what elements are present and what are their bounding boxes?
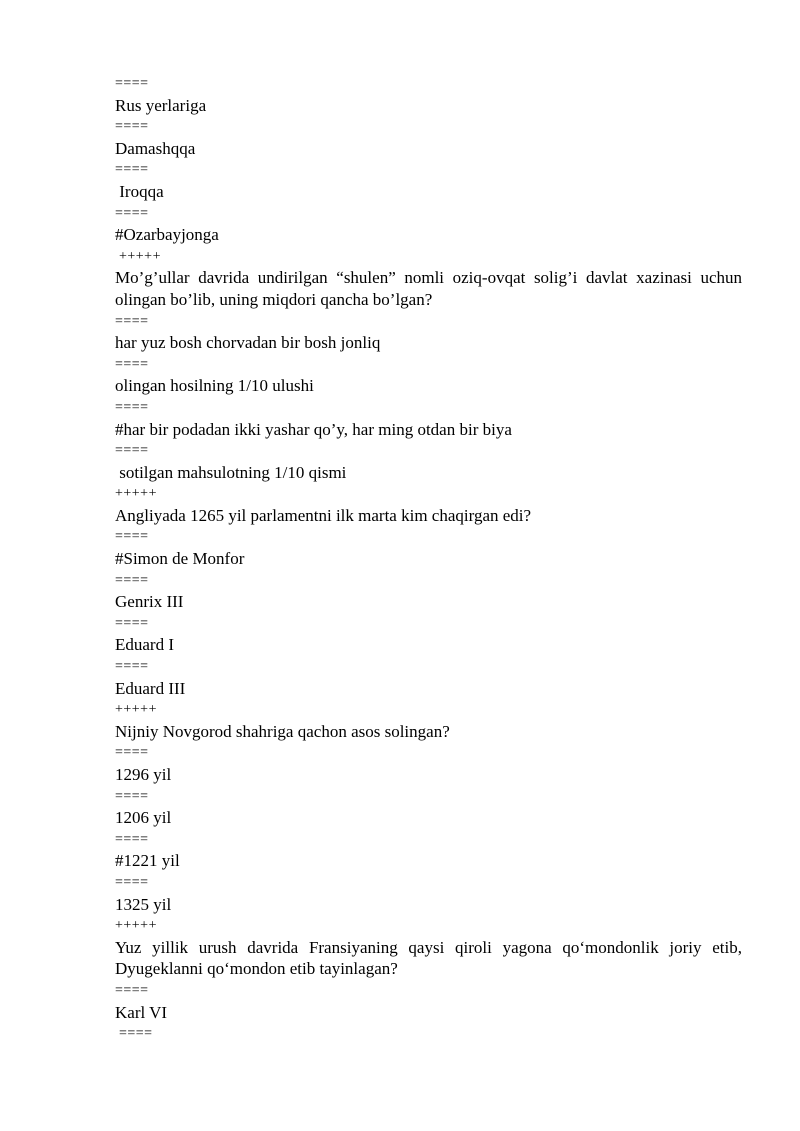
separator-line: +++++ [115,486,157,502]
separator-line: ==== [115,313,149,329]
answer-option: #Ozarbayjonga [115,225,219,245]
separator-line: ==== [115,119,149,135]
separator-line: ==== [115,205,149,221]
separator-line: ==== [115,399,149,415]
answer-option: #Simon de Monfor [115,549,245,569]
separator-line: +++++ [115,918,157,934]
separator-line: ==== [115,874,149,890]
answer-option: Genrix III [115,592,184,612]
answer-option: olingan hosilning 1/10 ulushi [115,376,314,396]
answer-option: Karl VI [115,1002,168,1022]
separator-line: ==== [115,443,149,459]
separator-line: ==== [115,615,149,631]
question-text: Yuz yillik urush davrida Fransiyaning qaysi qiroli yagona qo‘mondonlik joriy etib, Dyugeklanni qo‘mondon etib tayinlagan? [115,937,742,979]
separator-line: ==== [115,162,149,178]
answer-option: Eduard I [115,635,175,655]
answer-option: har yuz bosh chorvadan bir bosh jonliq [115,333,381,353]
separator-line: +++++ [115,702,157,718]
separator-line: ==== [115,529,149,545]
answer-option: #1221 yil [115,851,180,871]
question-text: Angliyada 1265 yil parlamentni ilk marta kim chaqirgan edi? [115,505,532,525]
document-page [115,73,742,1045]
separator-line: +++++ [115,248,161,264]
separator-line: ==== [115,76,149,91]
question-text: Mo’g’ullar davrida undirilgan “shulen” nomli oziq-ovqat solig’i davlat xazinasi uchun olingan bo’lib, uning miqdori qancha bo’lgan? [115,268,742,309]
answer-option: sotilgan mahsulotning 1/10 qismi [115,462,347,482]
answer-option: Iroqqa [115,181,164,201]
answer-option: Eduard III [115,678,186,698]
answer-option: 1325 yil [115,894,172,914]
separator-line: ==== [115,356,149,372]
answer-option: 1206 yil [115,808,172,828]
separator-line: ==== [115,831,149,847]
answer-option: 1296 yil [115,765,172,784]
answer-option: Damashqqa [115,138,196,158]
answer-option: #har bir podadan ikki yashar qo’y, har ming otdan bir biya [115,419,512,439]
separator-line: ==== [115,745,149,761]
separator-line: ==== [115,659,149,675]
question-text: Nijniy Novgorod shahriga qachon asos solingan? [115,721,450,741]
separator-line: ==== [115,572,149,588]
answer-option: Rus yerlariga [115,95,207,115]
separator-line: ==== [115,982,149,998]
separator-line: ==== [115,1026,153,1042]
separator-line: ==== [115,788,149,804]
